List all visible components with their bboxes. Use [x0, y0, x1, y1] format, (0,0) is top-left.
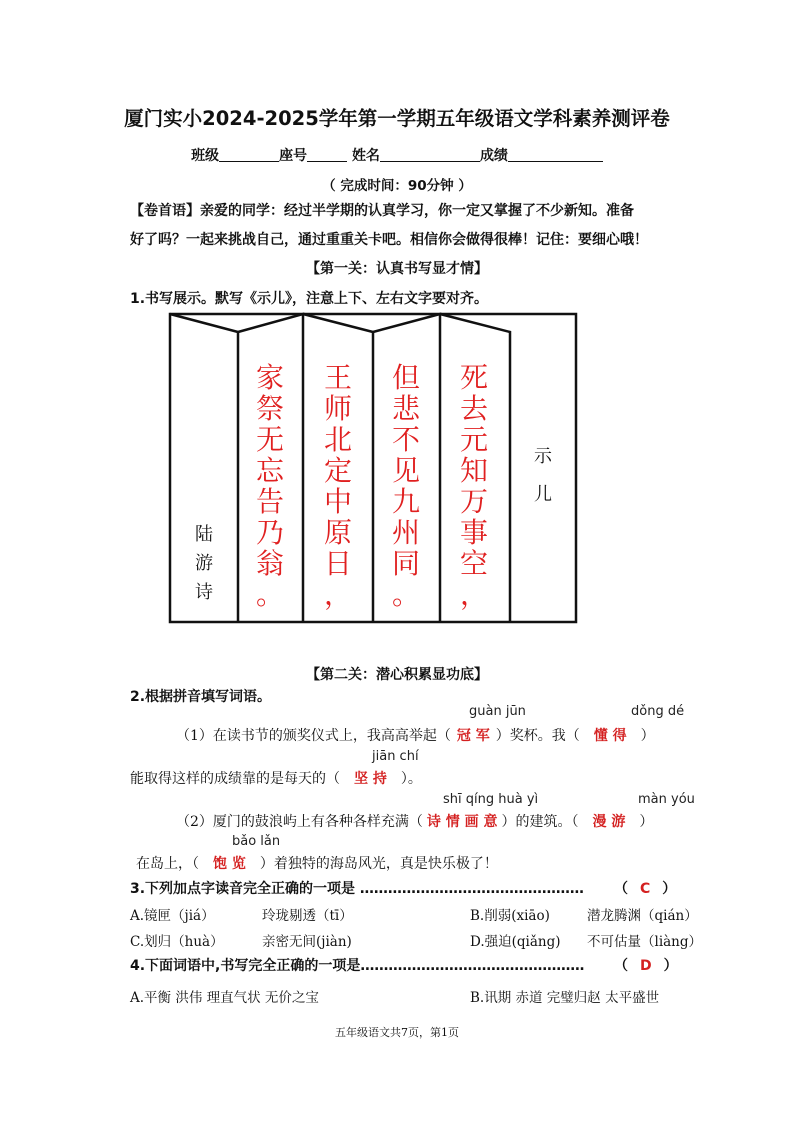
- pinyin-baolan: bǎo lǎn: [232, 834, 281, 849]
- name-label: 姓名: [351, 148, 380, 164]
- poem-title: [532, 438, 554, 514]
- poem-grid: [168, 312, 580, 628]
- poem-char: 九: [391, 485, 420, 518]
- poem-char: 见: [391, 454, 420, 487]
- poem-char: 祭: [255, 392, 284, 425]
- name-blank[interactable]: [380, 147, 480, 162]
- answer-shiqinghuayi[interactable]: 诗 情 画 意: [426, 814, 498, 830]
- question-3-stem: 3.下列加点字读音完全正确的一项是 …………………………………………: [130, 881, 584, 897]
- q4-option-a: A.平衡 洪伟 理直气状 无价之宝: [130, 990, 319, 1006]
- answer-baolan[interactable]: 饱 览: [213, 856, 246, 872]
- poem-char: 悲: [391, 392, 420, 425]
- preface-line-1: 【卷首语】亲爱的同学：经过半学期的认真学习，你一定又掌握了不少新知。准备: [130, 203, 634, 219]
- q3-option-a2: 玲珑剔透（tī）: [262, 908, 353, 924]
- author-char: 诗: [195, 582, 213, 603]
- score-blank[interactable]: [508, 147, 603, 162]
- q4-option-b: B.讯期 赤道 完璧归赵 太平盛世: [470, 990, 660, 1006]
- poem-char: 事: [459, 516, 488, 549]
- poem-char: 家: [255, 361, 284, 394]
- poem-char: 告: [255, 485, 284, 518]
- class-label: 班级: [191, 148, 220, 164]
- pinyin-dongde: dǒng dé: [631, 704, 685, 719]
- section-1-title: 【第一关：认真书写显才情】: [306, 261, 488, 277]
- paren-open: （: [614, 881, 628, 897]
- poem-column-1: [456, 362, 492, 610]
- q3-option-d2: 不可估量（liàng）: [587, 934, 703, 950]
- poem-char: 万: [459, 485, 488, 518]
- poem-char: 忘: [255, 454, 284, 487]
- author-char: 陆: [195, 524, 213, 545]
- question-4-stem: 4.下面词语中,书写完全正确的一项是…………………………………………: [130, 958, 585, 974]
- q3-option-c2: 亲密无间(jiàn): [262, 934, 352, 950]
- poem-char: 空: [459, 547, 488, 580]
- poem-column-2: [388, 362, 424, 610]
- seat-label: 座号: [279, 148, 308, 164]
- question-4-answer-slot: [614, 955, 678, 975]
- answer-jianchi[interactable]: 坚 持: [354, 771, 387, 787]
- q2-2-text: ）的建筑。（: [501, 814, 579, 830]
- poem-char: 定: [323, 454, 352, 487]
- pinyin-jianchi: jiān chí: [372, 749, 419, 764]
- q2-2-line-2: [136, 853, 498, 873]
- pinyin-manyou: màn yóu: [638, 792, 695, 807]
- poem-column-4: [252, 362, 288, 610]
- q2-1-text: （1）在读书节的颁奖仪式上，我高高举起（: [176, 728, 451, 744]
- poem-char: 知: [459, 454, 488, 487]
- answer-guanjun[interactable]: 冠 军: [456, 728, 490, 744]
- pinyin-guanjun: guàn jūn: [469, 704, 526, 719]
- poem-char: 死: [459, 361, 488, 394]
- q2-2-text: ）着独特的海岛风光，真是快乐极了！: [259, 856, 498, 872]
- answer-manyou[interactable]: 漫 游: [592, 814, 626, 830]
- section-2-title: 【第二关：潜心积累显功底】: [306, 667, 488, 683]
- question-3-answer-slot: [614, 878, 676, 898]
- q3-option-d1: D.强迫(qiǎng): [470, 934, 561, 950]
- poem-char: 日: [323, 547, 352, 580]
- poem-char: 。: [391, 578, 420, 611]
- pinyin-shiqinghuayi: shī qíng huà yì: [443, 792, 539, 807]
- seat-blank[interactable]: [307, 147, 347, 162]
- q3-option-a1: A.镜匣（jiá）: [130, 908, 215, 924]
- poem-title-char: 儿: [534, 484, 552, 505]
- question-4-answer[interactable]: D: [640, 958, 652, 974]
- q2-2-text: ）: [639, 814, 654, 830]
- paren-close: ）: [662, 881, 677, 897]
- poem-char: 北: [323, 423, 352, 456]
- poem-title-char: 示: [534, 446, 552, 467]
- poem-char: 师: [323, 392, 352, 425]
- score-label: 成绩: [479, 148, 508, 164]
- page-title: 厦门实小2024-2025学年第一学期五年级语文学科素养测评卷: [124, 107, 670, 130]
- q3-option-b1: B.削弱(xiāo): [470, 908, 550, 924]
- q2-1-text: ）。: [400, 771, 422, 787]
- author-char: 游: [195, 553, 213, 574]
- poem-char: 去: [459, 392, 488, 425]
- poem-char: 中: [323, 485, 352, 518]
- paren-open: （: [614, 958, 628, 974]
- poem-char: 同: [391, 547, 420, 580]
- q2-2-line-1: [176, 811, 653, 831]
- poem-char: 王: [323, 361, 352, 394]
- q2-1-text: 能取得这样的成绩靠的是每天的（: [130, 771, 340, 787]
- poem-char: ，: [459, 578, 488, 611]
- question-1: 1.书写展示。默写《示儿》，注意上下、左右文字要对齐。: [130, 291, 489, 307]
- poem-char: 不: [391, 423, 420, 456]
- poem-char: 原: [323, 516, 352, 549]
- time-note: （ 完成时间：90分钟 ）: [322, 178, 472, 194]
- poem-char: 州: [391, 516, 420, 549]
- q2-1-text: ）: [640, 728, 655, 744]
- poem-char: 乃: [255, 516, 284, 549]
- question-3-answer[interactable]: C: [640, 881, 651, 897]
- student-info-line: [0, 145, 794, 165]
- q2-2-text: 在岛上，（: [136, 856, 199, 872]
- q2-1-line-1: [176, 725, 655, 745]
- q2-1-text: ）奖杯。我（: [495, 728, 580, 744]
- question-2: 2.根据拼音填写词语。: [130, 689, 272, 705]
- class-blank[interactable]: [219, 147, 279, 162]
- poem-author: [193, 520, 215, 607]
- q2-1-line-2: [130, 768, 422, 788]
- poem-char: 元: [459, 423, 488, 456]
- poem-char: ，: [323, 578, 352, 611]
- poem-char: 但: [391, 361, 420, 394]
- preface-line-2: 好了吗？一起来挑战自己，通过重重关卡吧。相信你会做得很棒！记住：要细心哦！: [130, 232, 648, 248]
- poem-char: 。: [255, 578, 284, 611]
- page-footer: 五年级语文共7页，第1页: [335, 1026, 459, 1039]
- poem-char: 翁: [255, 547, 284, 580]
- poem-char: 无: [255, 423, 284, 456]
- q3-option-b2: 潜龙腾渊（qián）: [587, 908, 698, 924]
- paren-close: ）: [663, 958, 678, 974]
- q2-2-text: （2）厦门的鼓浪屿上有各种各样充满（: [176, 814, 423, 830]
- answer-dongde[interactable]: 懂 得: [593, 728, 627, 744]
- poem-column-3: [320, 362, 356, 610]
- q3-option-c1: C.划归（huà）: [130, 934, 224, 950]
